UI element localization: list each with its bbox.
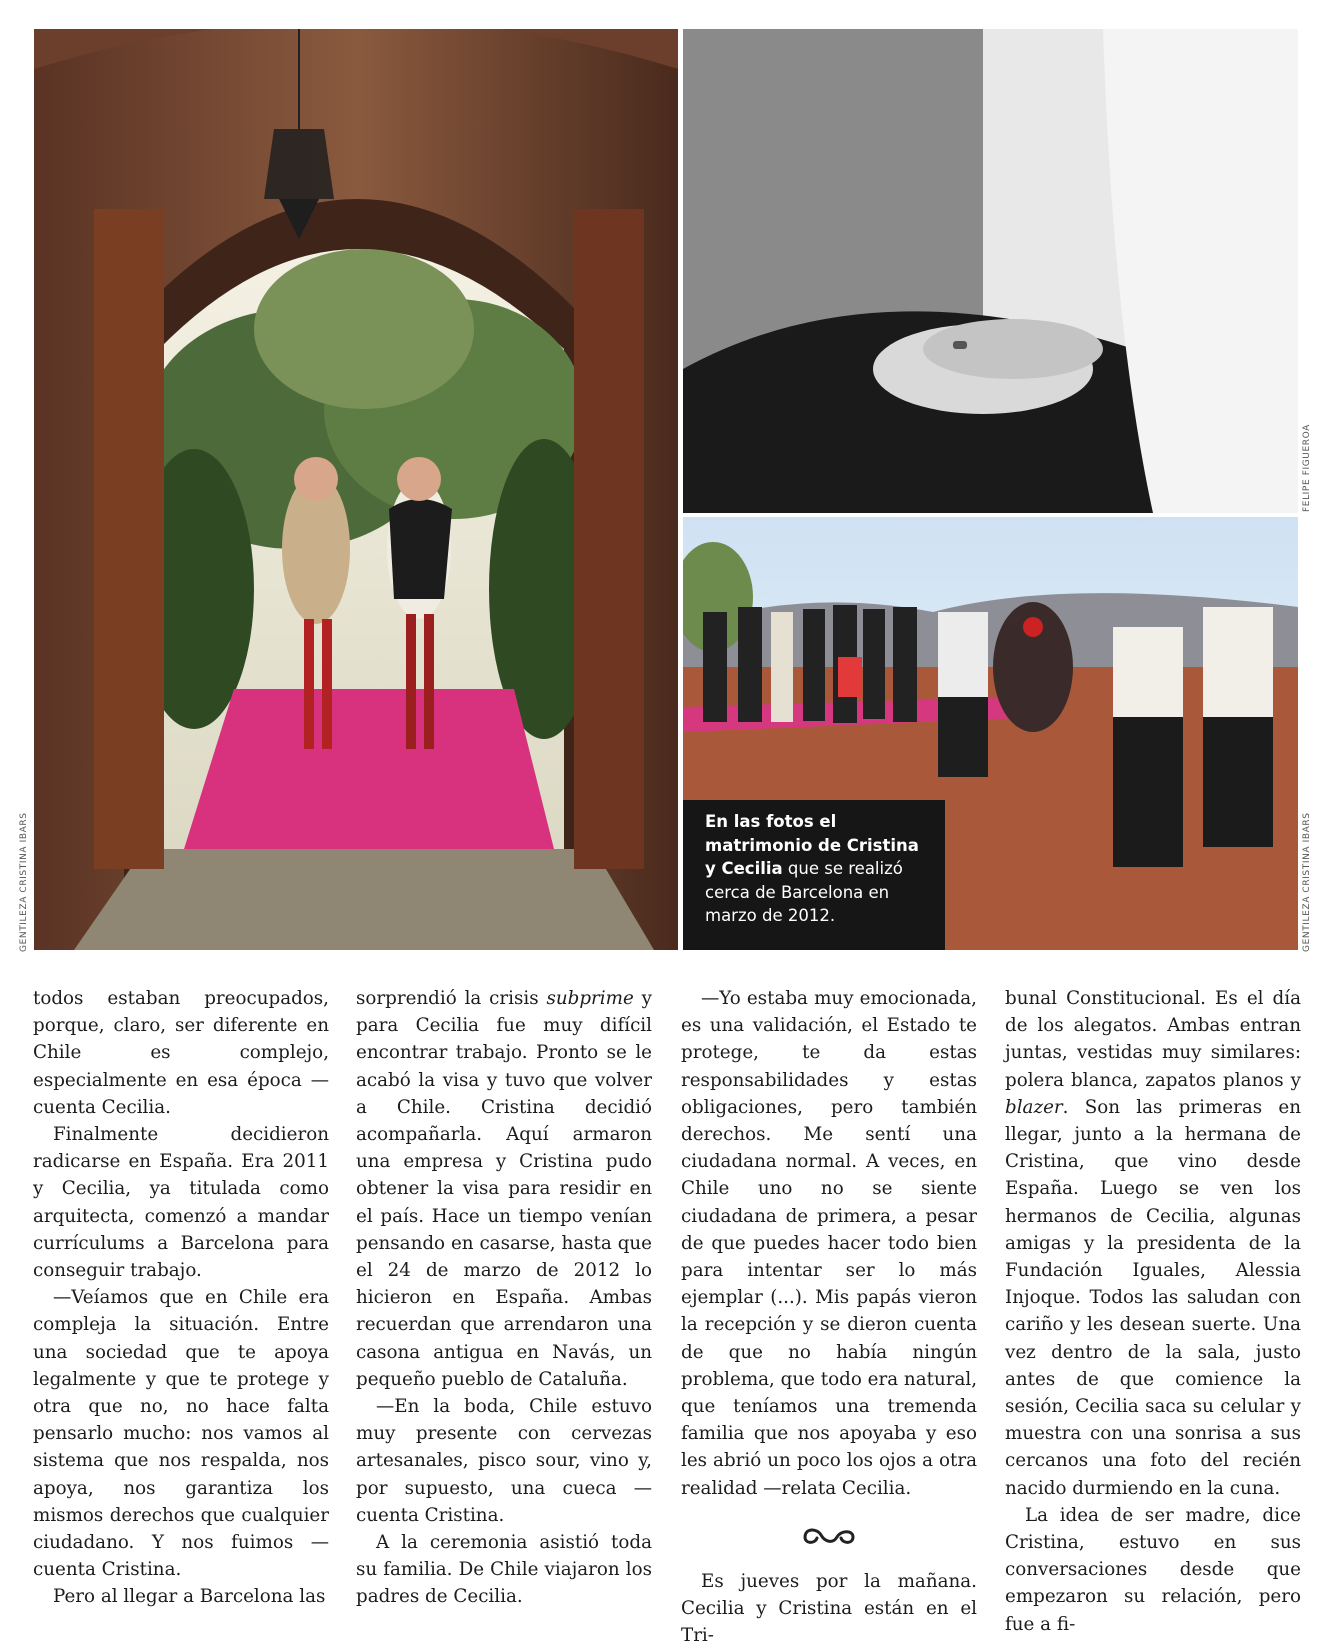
photo-credit-hands: FELIPE FIGUEROA [1302, 424, 1312, 512]
paragraph: A la ceremonia asistió toda su familia. De Chile viajaron los padres de Cecilia. [356, 1532, 652, 1608]
italic-term: blazer [1005, 1096, 1063, 1118]
paragraph: Pero al llegar a Barcelona las [53, 1586, 326, 1608]
photo-caption [683, 800, 945, 950]
paragraph: todos estaban preocupados, porque, claro, ser diferente en Chile es complejo, especialmente en esa época —cuenta Cecilia. [33, 988, 329, 1118]
caption-bold: En las fotos el matrimonio de Cristina y Cecilia [705, 812, 919, 878]
text-run: y para Cecilia fue muy difícil encontrar trabajo. Pronto se le acabó la visa y tuvo que volver a Chile. Cristina decidió acompañarla. Aquí armaron una empresa y Cristina pudo obtener la visa para residir en el país. Hace un tiempo venían pensando en casarse, hasta que el 24 de marzo de 2012 lo hicieron en España. Ambas recuerdan que arrendaron una casona antigua en Navás, un pequeño pueblo de Cataluña. [356, 988, 652, 1390]
paragraph: —En la boda, Chile estuvo muy presente con cervezas artesanales, pisco sour, vino y, por supuesto, una cueca —cuenta Cristina. [356, 1396, 652, 1526]
text-run: bunal Constitucional. Es el día de los alegatos. Ambas entran juntas, vestidas muy similares: polera blanca, zapatos planos y [1005, 988, 1301, 1091]
hands-rings-photo [683, 29, 1298, 513]
section-ornament-icon [681, 1522, 977, 1556]
caption-text: que se realizó cerca de Barcelona en marzo de 2012. [705, 859, 903, 925]
article-column-3 [681, 985, 977, 1649]
text-run: sorprendió la crisis [356, 988, 547, 1009]
article-column-1 [33, 985, 329, 1611]
paragraph [356, 985, 652, 1393]
photo-credit-dance: GENTILEZA CRISTINA IBARS [1302, 812, 1312, 952]
photo-credit-main: GENTILEZA CRISTINA IBARS [19, 812, 29, 952]
italic-term: subprime [546, 988, 634, 1009]
paragraph: —Veíamos que en Chile era compleja la situación. Entre una sociedad que te apoya legalmente y que te protege y otra que no, no hace falta pensarlo mucho: nos vamos al sistema que nos respalda, nos apoya, nos garantiza los mismos derechos que cualquier ciudadano. Y nos fuimos —cuenta Cristina. [33, 1287, 329, 1581]
article-column-4 [1005, 985, 1301, 1638]
text-run: . Son las primeras en llegar, junto a la hermana de Cristina, que vino desde España. Luego se ven los hermanos de Cecilia, algunas amigas y la presidenta de la Fundación Iguales, Alessia Injoque. Todos las saludan con cariño y les desean suerte. Una vez dentro de la sala, justo antes de que comience la sesión, Cecilia saca su celular y muestra con una sonrisa a sus cercanos una foto del recién nacido durmiendo en la cuna. [1005, 1096, 1301, 1499]
article-column-2 [356, 985, 652, 1611]
paragraph [1005, 985, 1301, 1502]
paragraph: La idea de ser madre, dice Cristina, estuvo en sus conversaciones desde que empezaron su relación, pero fue a fi- [1005, 1504, 1301, 1635]
paragraph: Finalmente decidieron radicarse en España. Era 2011 y Cecilia, ya titulada como arquitecta, comenzó a mandar currículums a Barcelona para conseguir trabajo. [33, 1124, 329, 1282]
paragraph: —Yo estaba muy emocionada, es una validación, el Estado te protege, te da estas responsabilidades y estas obligaciones, pero también derechos. Me sentí una ciudadana normal. A veces, en Chile uno no se siente ciudadana de primera, a pesar de que puedes hacer todo bien para intentar ser lo más ejemplar (...). Mis papás vieron la recepción y se dieron cuenta de que no había ningún problema, que todo era natural, que teníamos una tremenda familia que nos apoyaba y eso les abrió un poco los ojos a otra realidad —relata Cecilia. [681, 988, 978, 1499]
wedding-archway-photo [34, 29, 678, 950]
paragraph: Es jueves por la mañana. Cecilia y Cristina están en el Tri- [681, 1570, 977, 1647]
